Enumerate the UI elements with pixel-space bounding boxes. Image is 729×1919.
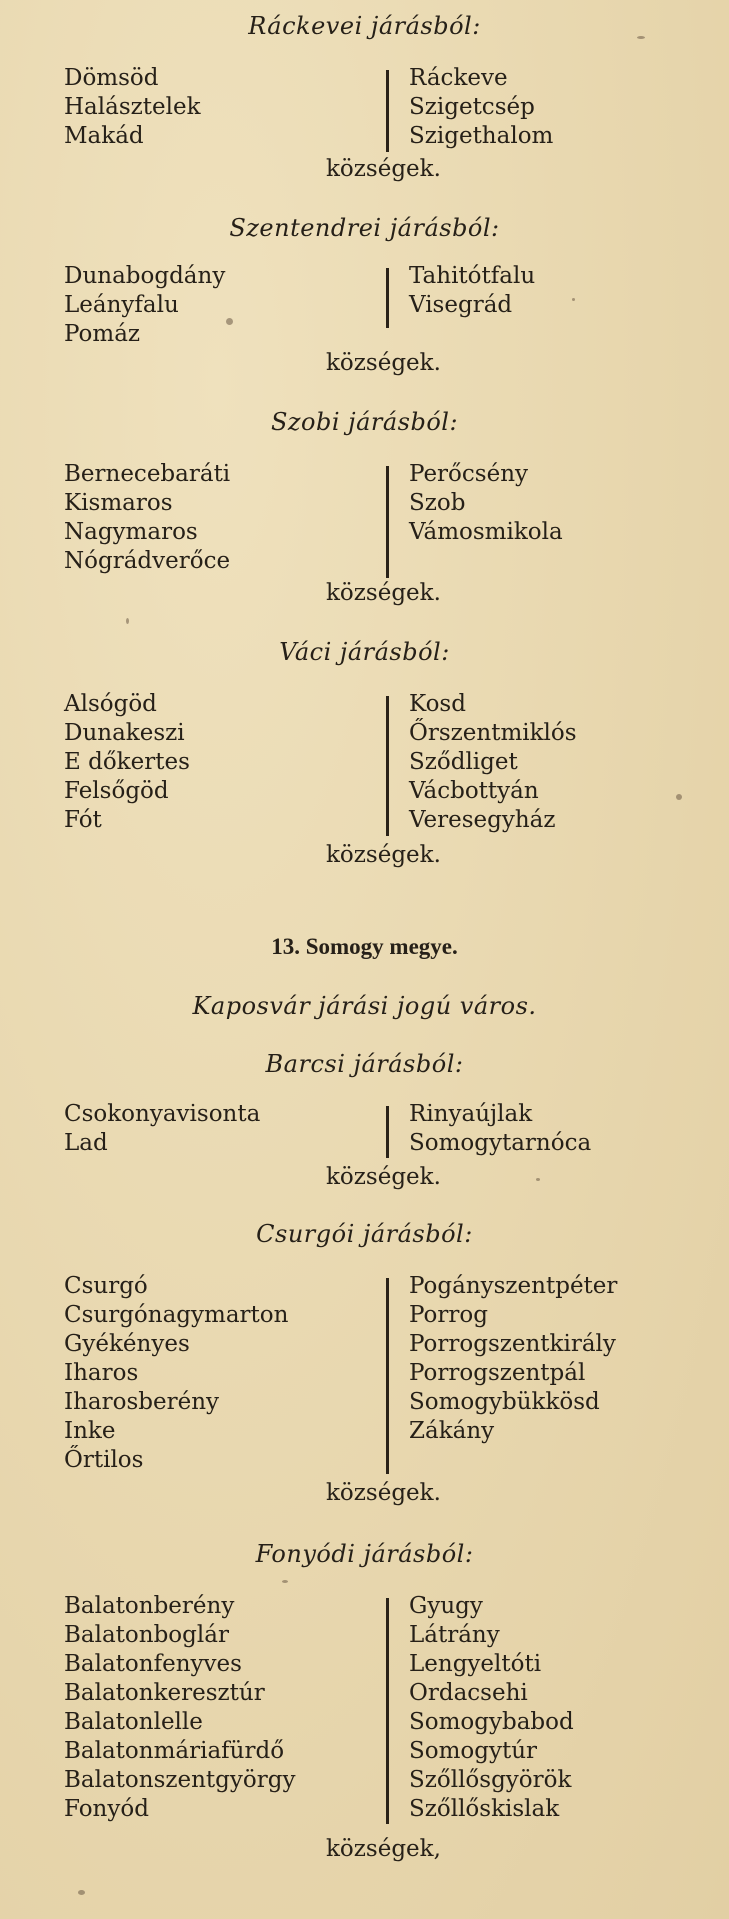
column-divider: [386, 1598, 389, 1824]
village-name: Szob: [409, 490, 466, 516]
village-name: Makád: [64, 123, 144, 149]
village-name: Gyugy: [409, 1593, 483, 1619]
village-name: Szőllősgyörök: [409, 1767, 572, 1793]
left-column-szobi: [64, 460, 230, 576]
village-name: Szőllőskislak: [409, 1796, 560, 1822]
village-name: Somogybabod: [409, 1709, 574, 1735]
column-divider: [386, 268, 389, 328]
village-name: Zákány: [409, 1418, 495, 1444]
village-name: Tahitótfalu: [409, 263, 536, 289]
right-column-vaci: [409, 690, 577, 835]
footer-kozsegek: községek.: [326, 156, 441, 182]
village-name: Dunabogdány: [64, 263, 226, 289]
village-name: Balatonkeresztúr: [64, 1680, 265, 1706]
paper-speck: [126, 618, 129, 624]
right-column-szentendrei: [409, 262, 535, 320]
column-divider: [386, 70, 389, 152]
village-name: Gyékényes: [64, 1331, 190, 1357]
left-column-vaci: [64, 690, 190, 835]
village-name: Felsőgöd: [64, 778, 169, 804]
right-column-csurgoi: [409, 1272, 617, 1446]
village-name: Fonyód: [64, 1796, 149, 1822]
paper-speck: [226, 318, 233, 325]
right-column-fonyodi: [409, 1592, 574, 1824]
paper-speck: [78, 1890, 85, 1895]
village-name: Ráckeve: [409, 65, 508, 91]
village-name: Lengyeltóti: [409, 1651, 542, 1677]
village-name: Somogytarnóca: [409, 1130, 592, 1156]
district-heading-rackevei: Ráckevei járásból:: [248, 12, 481, 40]
paper-speck: [637, 36, 645, 39]
village-name: Szigethalom: [409, 123, 554, 149]
village-name: Látrány: [409, 1622, 500, 1648]
village-name: Szigetcsép: [409, 94, 535, 120]
village-name: Lad: [64, 1130, 108, 1156]
village-name: Balatonszentgyörgy: [64, 1767, 296, 1793]
county-title: 13. Somogy megye.: [271, 934, 458, 959]
county-subtitle: Kaposvár járási jogú város.: [192, 992, 537, 1020]
paper-speck: [676, 794, 682, 800]
village-name: Sződliget: [409, 749, 518, 775]
village-name: Rinyaújlak: [409, 1101, 533, 1127]
village-name: Őrtilos: [64, 1447, 144, 1473]
village-name: E dőkertes: [64, 749, 190, 775]
footer-kozsegek: községek.: [326, 1480, 441, 1506]
left-column-rackevei: [64, 64, 201, 151]
village-name: Balatonfenyves: [64, 1651, 242, 1677]
village-name: Balatonboglár: [64, 1622, 229, 1648]
footer-kozsegek: községek.: [326, 580, 441, 606]
district-heading-csurgoi: Csurgói járásból:: [256, 1220, 473, 1248]
village-name: Leányfalu: [64, 292, 179, 318]
village-name: Porrogszentpál: [409, 1360, 586, 1386]
right-column-barcsi: [409, 1100, 591, 1158]
village-name: Csurgó: [64, 1273, 148, 1299]
left-column-barcsi: [64, 1100, 260, 1158]
village-name: Fót: [64, 807, 102, 833]
village-name: Őrszentmiklós: [409, 720, 577, 746]
column-divider: [386, 1106, 389, 1158]
village-name: Alsógöd: [64, 691, 157, 717]
paper-speck: [536, 1178, 540, 1181]
village-name: Dunakeszi: [64, 720, 185, 746]
district-heading-fonyodi: Fonyódi járásból:: [255, 1540, 474, 1568]
village-name: Veresegyház: [409, 807, 556, 833]
village-name: Balatonmáriafürdő: [64, 1738, 285, 1764]
village-name: Perőcsény: [409, 461, 528, 487]
column-divider: [386, 1278, 389, 1474]
district-heading-szentendrei: Szentendrei járásból:: [229, 214, 500, 242]
village-name: Csokonyavisonta: [64, 1101, 261, 1127]
village-name: Nagymaros: [64, 519, 198, 545]
village-name: Kismaros: [64, 490, 173, 516]
village-name: Iharosberény: [64, 1389, 220, 1415]
footer-kozsegek: községek.: [326, 1164, 441, 1190]
village-name: Pomáz: [64, 321, 141, 347]
village-name: Kosd: [409, 691, 466, 717]
column-divider: [386, 696, 389, 836]
footer-kozsegek: községek.: [326, 842, 441, 868]
district-heading-szobi: Szobi járásból:: [270, 408, 459, 436]
footer-kozsegek: községek,: [326, 1836, 441, 1862]
column-divider: [386, 466, 389, 578]
village-name: Visegrád: [409, 292, 513, 318]
village-name: Porrog: [409, 1302, 488, 1328]
village-name: Csurgónagymarton: [64, 1302, 289, 1328]
village-name: Vámosmikola: [409, 519, 563, 545]
village-name: Balatonlelle: [64, 1709, 203, 1735]
right-column-szobi: [409, 460, 563, 547]
district-heading-barcsi: Barcsi járásból:: [265, 1050, 464, 1078]
right-column-rackevei: [409, 64, 553, 151]
village-name: Inke: [64, 1418, 116, 1444]
village-name: Vácbottyán: [409, 778, 539, 804]
left-column-csurgoi: [64, 1272, 288, 1475]
footer-kozsegek: községek.: [326, 350, 441, 376]
left-column-szentendrei: [64, 262, 225, 349]
village-name: Somogybükkösd: [409, 1389, 600, 1415]
district-heading-vaci: Váci járásból:: [279, 638, 450, 666]
village-name: Porrogszentkirály: [409, 1331, 616, 1357]
left-column-fonyodi: [64, 1592, 295, 1824]
village-name: Bernecebaráti: [64, 461, 231, 487]
village-name: Somogytúr: [409, 1738, 538, 1764]
paper-speck: [282, 1580, 288, 1583]
village-name: Dömsöd: [64, 65, 159, 91]
village-name: Balatonberény: [64, 1593, 235, 1619]
village-name: Halásztelek: [64, 94, 201, 120]
paper-speck: [572, 298, 575, 301]
village-name: Ordacsehi: [409, 1680, 528, 1706]
village-name: Iharos: [64, 1360, 139, 1386]
village-name: Pogányszentpéter: [409, 1273, 618, 1299]
village-name: Nógrádverőce: [64, 548, 231, 574]
